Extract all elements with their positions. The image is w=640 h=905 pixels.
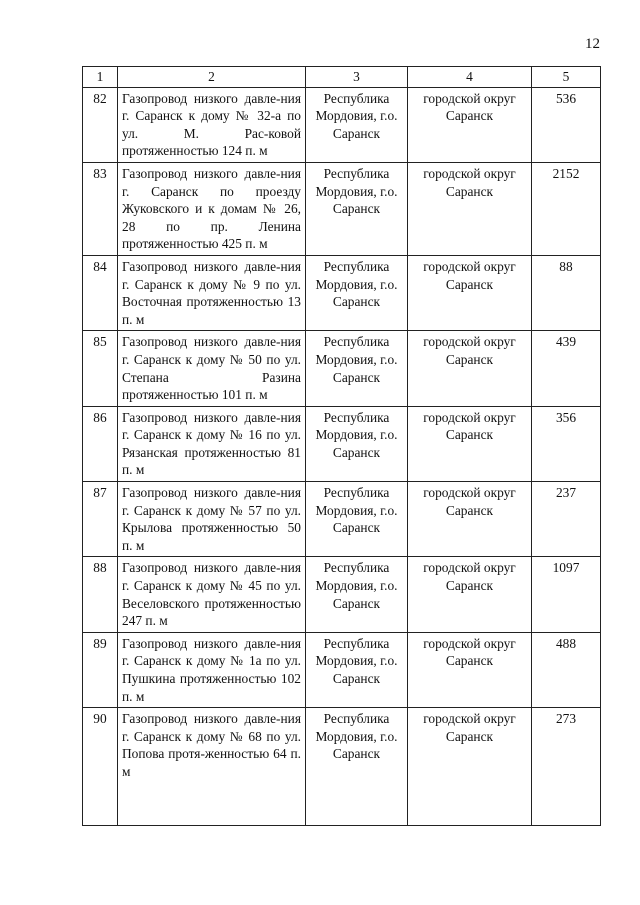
row-value: 439 <box>532 331 601 406</box>
row-region: Республика Мордовия, г.о. Саранск <box>306 255 408 330</box>
row-value: 88 <box>532 255 601 330</box>
row-district: городской округ Саранск <box>408 482 532 557</box>
row-number: 82 <box>83 87 118 162</box>
row-district: городской округ Саранск <box>408 406 532 481</box>
row-number: 88 <box>83 557 118 632</box>
row-district: городской округ Саранск <box>408 162 532 255</box>
row-district: городской округ Саранск <box>408 708 532 826</box>
row-number: 85 <box>83 331 118 406</box>
row-description: Газопровод низкого давле-ния г. Саранск по проезду Жуковского и к домам № 26, 28 по пр. Ленина протяженностью 425 п. м <box>118 162 306 255</box>
header-col-3: 3 <box>306 67 408 88</box>
row-number: 87 <box>83 482 118 557</box>
row-value: 536 <box>532 87 601 162</box>
row-district: городской округ Саранск <box>408 331 532 406</box>
row-value: 488 <box>532 632 601 707</box>
table-row <box>83 557 601 632</box>
row-region: Республика Мордовия, г.о. Саранск <box>306 406 408 481</box>
row-value: 356 <box>532 406 601 481</box>
row-number: 89 <box>83 632 118 707</box>
row-region: Республика Мордовия, г.о. Саранск <box>306 557 408 632</box>
row-description: Газопровод низкого давле-ния г. Саранск к дому № 9 по ул. Восточная протяженностью 13 п. м <box>118 255 306 330</box>
row-district: городской округ Саранск <box>408 632 532 707</box>
table-row <box>83 708 601 826</box>
property-registry-table <box>82 66 601 826</box>
row-district: городской округ Саранск <box>408 255 532 330</box>
row-district: городской округ Саранск <box>408 87 532 162</box>
table-row <box>83 331 601 406</box>
table-row <box>83 632 601 707</box>
row-number: 84 <box>83 255 118 330</box>
row-description: Газопровод низкого давле-ния г. Саранск к дому № 16 по ул. Рязанская протяженностью 81 п. м <box>118 406 306 481</box>
row-region: Республика Мордовия, г.о. Саранск <box>306 632 408 707</box>
row-number: 90 <box>83 708 118 826</box>
row-description: Газопровод низкого давле-ния г. Саранск к дому № 1а по ул. Пушкина протяженностью 102 п. м <box>118 632 306 707</box>
table-row <box>83 87 601 162</box>
row-district: городской округ Саранск <box>408 557 532 632</box>
row-value: 2152 <box>532 162 601 255</box>
row-value: 273 <box>532 708 601 826</box>
table-body <box>83 87 601 826</box>
row-number: 86 <box>83 406 118 481</box>
row-description: Газопровод низкого давле-ния г. Саранск к дому № 50 по ул. Степана Разина протяженностью 101 п. м <box>118 331 306 406</box>
row-description: Газопровод низкого давле-ния г. Саранск к дому № 68 по ул. Попова протя-женностью 64 п. м <box>118 708 306 826</box>
row-region: Республика Мордовия, г.о. Саранск <box>306 162 408 255</box>
header-row <box>83 67 601 88</box>
row-value: 237 <box>532 482 601 557</box>
row-number: 83 <box>83 162 118 255</box>
row-description: Газопровод низкого давле-ния г. Саранск к дому № 57 по ул. Крылова протяженностью 50 п. м <box>118 482 306 557</box>
row-description: Газопровод низкого давле-ния г. Саранск к дому № 45 по ул. Веселовского протяженностью 247 п. м <box>118 557 306 632</box>
row-region: Республика Мордовия, г.о. Саранск <box>306 708 408 826</box>
row-region: Республика Мордовия, г.о. Саранск <box>306 482 408 557</box>
table-row <box>83 482 601 557</box>
table-row <box>83 255 601 330</box>
row-region: Республика Мордовия, г.о. Саранск <box>306 331 408 406</box>
header-col-2: 2 <box>118 67 306 88</box>
table-row <box>83 406 601 481</box>
table-row <box>83 162 601 255</box>
header-col-4: 4 <box>408 67 532 88</box>
row-value: 1097 <box>532 557 601 632</box>
row-region: Республика Мордовия, г.о. Саранск <box>306 87 408 162</box>
header-col-1: 1 <box>83 67 118 88</box>
row-description: Газопровод низкого давле-ния г. Саранск к дому № 32-а по ул. М. Рас-ковой протяженностью 124 п. м <box>118 87 306 162</box>
header-col-5: 5 <box>532 67 601 88</box>
page-number: 12 <box>585 36 600 52</box>
table-header <box>83 67 601 88</box>
